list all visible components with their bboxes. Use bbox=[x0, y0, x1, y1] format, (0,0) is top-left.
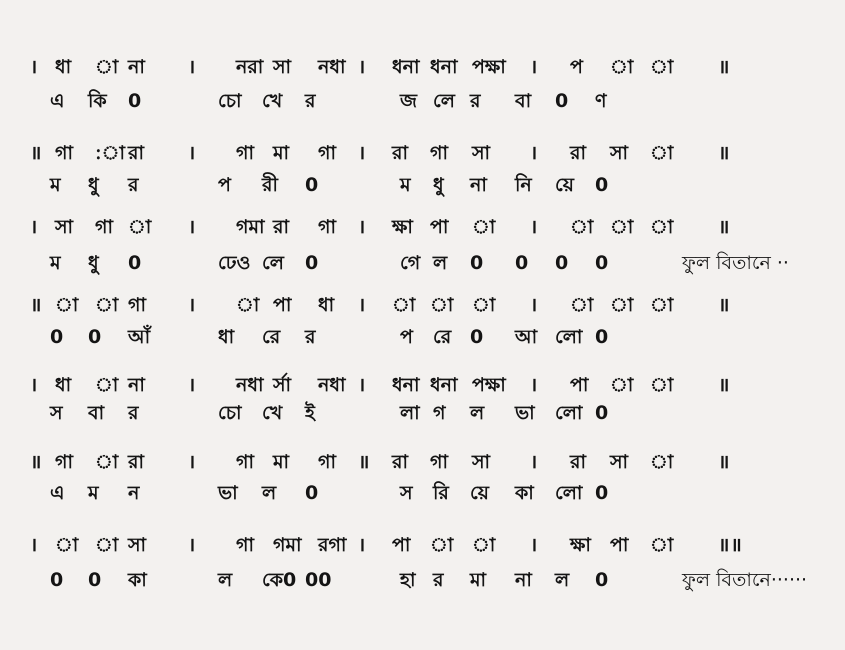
lyric-syllable: 0 bbox=[595, 174, 609, 196]
lyric-syllable: ধু bbox=[88, 174, 99, 196]
lyric-syllable: 0 bbox=[595, 252, 609, 274]
lyric-line bbox=[0, 248, 845, 278]
swara-note: না bbox=[128, 374, 145, 396]
bar-line: । bbox=[188, 451, 197, 473]
swara-note: ধনা bbox=[392, 374, 420, 396]
bar-line: । bbox=[530, 534, 539, 556]
lyric-syllable: আ bbox=[515, 326, 538, 348]
bar-line: । bbox=[188, 142, 197, 164]
swara-note: রা bbox=[128, 451, 144, 473]
swara-note: া bbox=[95, 451, 119, 473]
lyric-syllable: র bbox=[470, 90, 481, 112]
swara-note: গমা bbox=[236, 216, 265, 238]
bar-line: । bbox=[358, 374, 367, 396]
swara-note: গা bbox=[430, 451, 448, 473]
lyric-syllable: লা bbox=[400, 402, 420, 424]
lyric-syllable: 0 bbox=[595, 326, 609, 348]
lyric-line bbox=[0, 398, 845, 428]
lyric-syllable: 0 bbox=[50, 326, 64, 348]
lyric-line bbox=[0, 478, 845, 508]
lyric-line bbox=[0, 86, 845, 116]
bar-line: । bbox=[188, 534, 197, 556]
bar-line: । bbox=[30, 216, 39, 238]
lyric-syllable: 0 bbox=[305, 482, 319, 504]
swara-note: া bbox=[430, 534, 454, 556]
swara-note: গা bbox=[236, 534, 254, 556]
bar-line: । bbox=[358, 142, 367, 164]
lyric-syllable: বা bbox=[515, 90, 532, 112]
lyric-syllable: র bbox=[305, 326, 316, 348]
lyric-syllable: 0 bbox=[595, 569, 609, 591]
lyric-line bbox=[0, 322, 845, 352]
lyric-syllable: ম bbox=[50, 252, 61, 274]
swara-note: ধা bbox=[55, 374, 72, 396]
lyric-syllable: ভা bbox=[218, 482, 238, 504]
lyric-syllable: নি bbox=[515, 174, 532, 196]
lyric-syllable: ই bbox=[305, 402, 315, 424]
lyric-syllable: ম bbox=[400, 174, 411, 196]
swara-note: া bbox=[95, 534, 119, 556]
lyric-syllable: জ bbox=[400, 90, 417, 112]
swara-note: া bbox=[610, 294, 634, 316]
bar-line: । bbox=[30, 534, 39, 556]
notation-line bbox=[0, 52, 845, 82]
swara-note: সা bbox=[610, 142, 629, 164]
swara-note: া bbox=[55, 294, 79, 316]
swara-note: গা bbox=[95, 216, 113, 238]
bar-line: । bbox=[30, 374, 39, 396]
swara-note: রা bbox=[570, 451, 586, 473]
swara-note: প bbox=[570, 56, 583, 78]
lyric-syllable: 0 bbox=[128, 252, 142, 274]
lyric-syllable: কা bbox=[515, 482, 534, 504]
swara-note: গা bbox=[236, 451, 254, 473]
swara-note: গমা bbox=[273, 534, 302, 556]
swara-note: গা bbox=[318, 216, 336, 238]
notation-line bbox=[0, 447, 845, 477]
lyric-syllable: 0 bbox=[595, 482, 609, 504]
swara-note: মা bbox=[273, 142, 290, 164]
lyric-syllable: বা bbox=[88, 402, 105, 424]
swara-note: া bbox=[236, 294, 260, 316]
bar-line: ॥ bbox=[358, 451, 371, 473]
bar-line: । bbox=[358, 534, 367, 556]
lyric-line bbox=[0, 170, 845, 200]
swara-note: নধা bbox=[318, 374, 346, 396]
lyric-syllable: এ bbox=[50, 482, 65, 504]
swara-note: গা bbox=[236, 142, 254, 164]
lyric-syllable: ঢেও bbox=[218, 252, 251, 274]
swara-note: া bbox=[472, 294, 496, 316]
lyric-syllable: খে bbox=[262, 402, 283, 424]
lyric-syllable: ন bbox=[128, 482, 140, 504]
swara-note: পা bbox=[392, 534, 411, 556]
swara-note: া bbox=[95, 374, 119, 396]
swara-note: া bbox=[610, 56, 634, 78]
lyric-syllable: 0 bbox=[595, 402, 609, 424]
bar-line: ॥॥ bbox=[718, 534, 743, 556]
swara-note: ধনা bbox=[430, 56, 458, 78]
lyric-line bbox=[0, 565, 845, 595]
bar-line: । bbox=[530, 142, 539, 164]
lyric-syllable: র bbox=[433, 569, 444, 591]
swara-note: া bbox=[55, 534, 79, 556]
bar-line: ॥ bbox=[30, 294, 43, 316]
swara-note: া bbox=[610, 216, 634, 238]
lyric-syllable: লো bbox=[555, 402, 583, 424]
bar-line: ॥ bbox=[718, 56, 731, 78]
swara-note: না bbox=[128, 56, 145, 78]
bar-line: । bbox=[530, 294, 539, 316]
lyric-syllable: রে bbox=[262, 326, 281, 348]
swara-note: া bbox=[650, 216, 674, 238]
swara-note: া bbox=[650, 294, 674, 316]
swara-note: ধা bbox=[318, 294, 335, 316]
lyric-syllable: চো bbox=[218, 402, 242, 424]
lyric-syllable: লে bbox=[262, 252, 284, 274]
lyric-syllable: না bbox=[515, 569, 532, 591]
lyric-syllable: য়ে bbox=[470, 482, 489, 504]
lyric-syllable: রি bbox=[433, 482, 449, 504]
bar-line: । bbox=[30, 56, 39, 78]
swara-note: :া bbox=[95, 142, 125, 164]
lyric-syllable: ভা bbox=[515, 402, 535, 424]
swara-note: গা bbox=[430, 142, 448, 164]
bar-line: । bbox=[188, 216, 197, 238]
swara-note: া bbox=[570, 216, 594, 238]
lyric-syllable: র bbox=[128, 402, 139, 424]
swara-note: গা bbox=[318, 451, 336, 473]
bar-line: ॥ bbox=[30, 451, 43, 473]
swara-note: রা bbox=[570, 142, 586, 164]
bar-line: । bbox=[188, 56, 197, 78]
swara-note: ধনা bbox=[430, 374, 458, 396]
swara-note: রা bbox=[273, 216, 289, 238]
lyric-syllable: 0 bbox=[555, 90, 569, 112]
swara-note: গা bbox=[128, 294, 146, 316]
lyric-syllable: র bbox=[128, 174, 139, 196]
swara-note: নধা bbox=[236, 374, 264, 396]
swara-note: রা bbox=[128, 142, 144, 164]
lyric-syllable: র bbox=[305, 90, 316, 112]
lyric-syllable: রে bbox=[433, 326, 452, 348]
swara-note: পক্ষা bbox=[472, 56, 506, 78]
swara-note: া bbox=[650, 374, 674, 396]
lyric-syllable: গে bbox=[400, 252, 421, 274]
swara-note: সা bbox=[273, 56, 292, 78]
lyric-syllable: গ bbox=[433, 402, 446, 424]
lyric-syllable: ল bbox=[218, 569, 233, 591]
bar-line: ॥ bbox=[718, 216, 731, 238]
notation-line bbox=[0, 530, 845, 560]
lyric-syllable: ণ bbox=[595, 90, 607, 112]
lyric-syllable: ল bbox=[262, 482, 277, 504]
lyric-syllable: ল bbox=[433, 252, 448, 274]
lyric-syllable: 0 bbox=[470, 252, 484, 274]
lyric-syllable: প bbox=[400, 326, 413, 348]
bar-line: । bbox=[188, 374, 197, 396]
lyric-syllable: 0 bbox=[555, 252, 569, 274]
swara-note: সা bbox=[55, 216, 74, 238]
notation-line bbox=[0, 212, 845, 242]
lyric-syllable: কা bbox=[128, 569, 147, 591]
swara-note: া bbox=[650, 451, 674, 473]
lyric-syllable: 0 bbox=[470, 326, 484, 348]
lyric-syllable: ম bbox=[50, 174, 61, 196]
swara-note: পা bbox=[430, 216, 449, 238]
lyric-syllable: প bbox=[218, 174, 231, 196]
swara-note: রা bbox=[392, 451, 408, 473]
lyric-syllable: য়ে bbox=[555, 174, 574, 196]
swara-note: সা bbox=[128, 534, 147, 556]
swara-note: র্সা bbox=[273, 374, 292, 396]
swara-note: নধা bbox=[318, 56, 346, 78]
swara-note: সা bbox=[472, 451, 491, 473]
swara-note: গা bbox=[55, 451, 73, 473]
lyric-syllable: ধা bbox=[218, 326, 235, 348]
lyric-syllable: ধু bbox=[88, 252, 99, 274]
swara-note: গা bbox=[318, 142, 336, 164]
swara-note: ক্ষা bbox=[570, 534, 591, 556]
lyric-syllable: 0 bbox=[50, 569, 64, 591]
lyric-syllable: স bbox=[50, 402, 63, 424]
bar-line: ॥ bbox=[30, 142, 43, 164]
notation-line bbox=[0, 290, 845, 320]
bar-line: ॥ bbox=[718, 294, 731, 316]
lyric-syllable: 0 bbox=[305, 174, 319, 196]
lyric-syllable: 0 bbox=[88, 326, 102, 348]
lyric-syllable: এ bbox=[50, 90, 65, 112]
bar-line: । bbox=[188, 294, 197, 316]
swara-note: া bbox=[650, 142, 674, 164]
lyric-syllable: ল bbox=[555, 569, 570, 591]
swara-note: া bbox=[570, 294, 594, 316]
lyric-syllable: লো bbox=[555, 326, 583, 348]
swara-note: া bbox=[430, 294, 454, 316]
lyric-syllable: কি bbox=[88, 90, 107, 112]
lyric-syllable: 0 bbox=[515, 252, 529, 274]
lyric-syllable: কে0 bbox=[262, 569, 297, 591]
swara-note: রা bbox=[392, 142, 408, 164]
notation-line bbox=[0, 138, 845, 168]
bar-line: । bbox=[530, 216, 539, 238]
bar-line: ॥ bbox=[718, 374, 731, 396]
lyric-syllable: ধু bbox=[433, 174, 444, 196]
lyric-syllable: মা bbox=[470, 569, 487, 591]
swara-note: া bbox=[128, 216, 152, 238]
swara-note: নরা bbox=[236, 56, 264, 78]
swara-note: রগা bbox=[318, 534, 347, 556]
lyric-syllable: চো bbox=[218, 90, 242, 112]
swara-note: পা bbox=[610, 534, 629, 556]
bar-line: । bbox=[358, 294, 367, 316]
swara-note: সা bbox=[610, 451, 629, 473]
lyric-syllable: রী bbox=[262, 174, 278, 196]
song-reference-note: ফুল বিতানে ·· bbox=[682, 252, 789, 274]
swara-note: পা bbox=[273, 294, 292, 316]
bar-line: । bbox=[530, 56, 539, 78]
swara-note: পা bbox=[570, 374, 589, 396]
song-reference-note: ফুল বিতানে······ bbox=[682, 569, 808, 591]
swara-note: মা bbox=[273, 451, 290, 473]
lyric-syllable: লো bbox=[555, 482, 583, 504]
swara-note: া bbox=[472, 216, 496, 238]
swara-note: সা bbox=[472, 142, 491, 164]
swara-note: ক্ষা bbox=[392, 216, 413, 238]
swara-note: া bbox=[650, 534, 674, 556]
lyric-syllable: 0 bbox=[305, 252, 319, 274]
swara-note: পক্ষা bbox=[472, 374, 506, 396]
bar-line: । bbox=[358, 216, 367, 238]
swara-note: া bbox=[472, 534, 496, 556]
bar-line: । bbox=[530, 451, 539, 473]
bar-line: । bbox=[530, 374, 539, 396]
swara-note: া bbox=[610, 374, 634, 396]
lyric-syllable: লে bbox=[433, 90, 455, 112]
lyric-syllable: হা bbox=[400, 569, 416, 591]
lyric-syllable: 0 bbox=[128, 90, 142, 112]
lyric-syllable: 00 bbox=[305, 569, 332, 591]
lyric-syllable: খে bbox=[262, 90, 283, 112]
lyric-syllable: ম bbox=[88, 482, 99, 504]
swara-note: ধা bbox=[55, 56, 72, 78]
swara-note: া bbox=[95, 294, 119, 316]
swara-note: গা bbox=[55, 142, 73, 164]
swara-note: া bbox=[95, 56, 119, 78]
lyric-syllable: স bbox=[400, 482, 413, 504]
swara-note: া bbox=[392, 294, 416, 316]
bar-line: ॥ bbox=[718, 451, 731, 473]
lyric-syllable: না bbox=[470, 174, 487, 196]
lyric-syllable: ল bbox=[470, 402, 485, 424]
bar-line: । bbox=[358, 56, 367, 78]
notation-line bbox=[0, 370, 845, 400]
swara-note: া bbox=[650, 56, 674, 78]
lyric-syllable: আঁ bbox=[128, 326, 151, 348]
bar-line: ॥ bbox=[718, 142, 731, 164]
lyric-syllable: 0 bbox=[88, 569, 102, 591]
swara-note: ধনা bbox=[392, 56, 420, 78]
